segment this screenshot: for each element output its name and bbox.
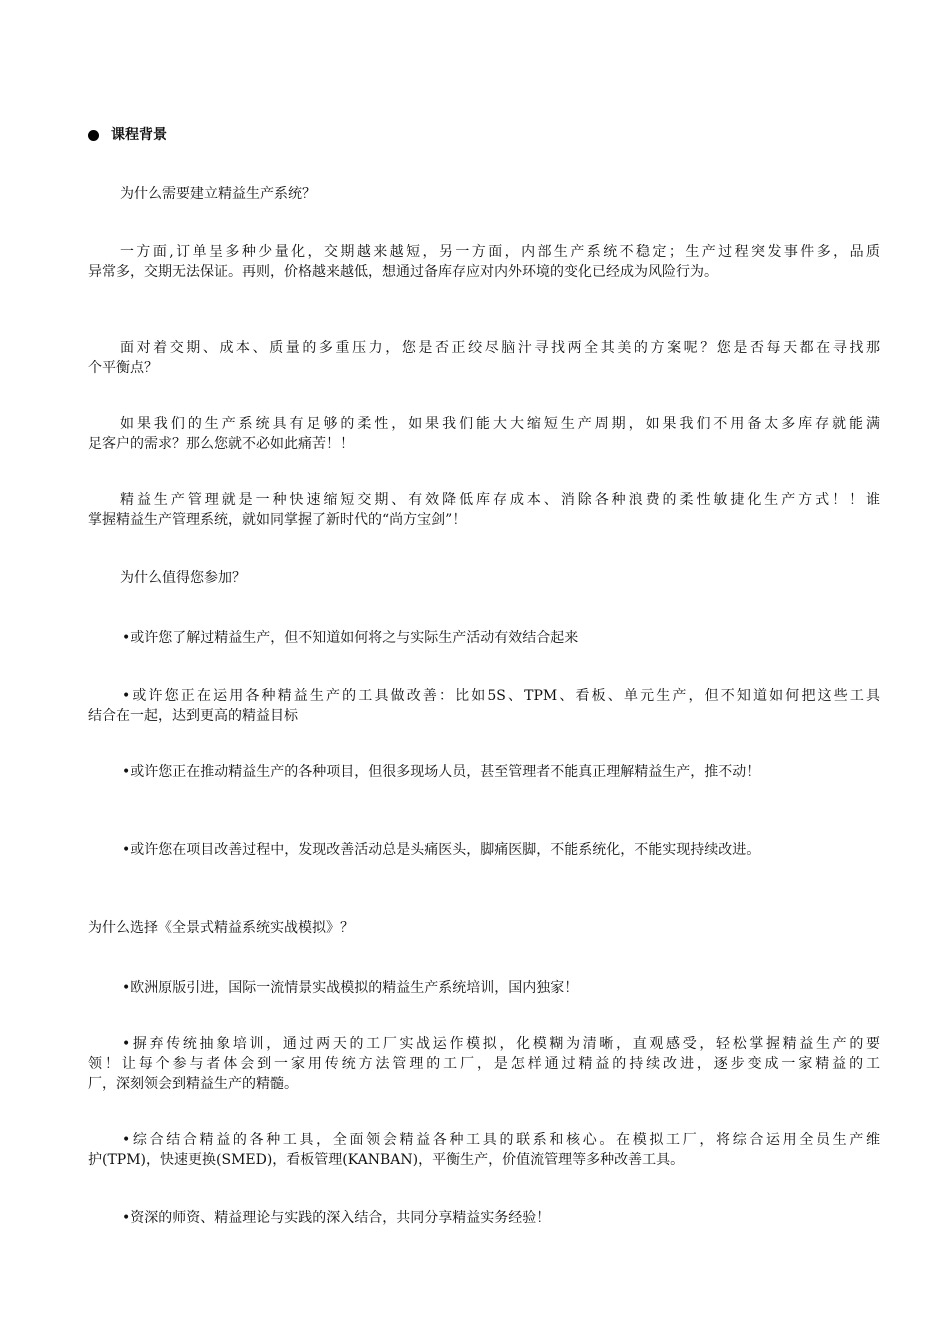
question-why-choose: 为什么选择《全景式精益系统实战模拟》？ (88, 920, 354, 936)
paragraph-3-line-1: 如果我们的生产系统具有足够的柔性，如果我们能大大缩短生产周期，如果我们不用备太多库存就能满 (120, 416, 880, 432)
paragraph-4-line-2: 掌握精益生产管理系统，就如同掌握了新时代的“尚方宝剑”！ (88, 512, 467, 528)
paragraph-2-line-2: 个平衡点？ (88, 360, 158, 376)
paragraph-1-line-2: 异常多，交期无法保证。再则，价格越来越低，想通过备库存应对内外环境的变化已经成为风险行为。 (88, 264, 718, 280)
bullet-dot-icon (88, 130, 99, 141)
reason-1: •欧洲原版引进，国际一流情景实战模拟的精益生产系统培训，国内独家！ (122, 980, 579, 996)
reason-3-line-2: 护(TPM)，快速更换(SMED)，看板管理(KANBAN)，平衡生产，价值流管理等多种改善工具。 (88, 1152, 685, 1168)
bullet-3: •或许您正在推动精益生产的各种项目，但很多现场人员，甚至管理者不能真正理解精益生产，推不动！ (122, 764, 761, 780)
reason-2-line-1: •摒弃传统抽象培训，通过两天的工厂实战运作模拟，化模糊为清晰，直观感受，轻松掌握精益生产的要 (122, 1036, 880, 1052)
paragraph-4-line-1: 精益生产管理就是一种快速缩短交期、有效降低库存成本、消除各种浪费的柔性敏捷化生产方式！！谁 (120, 492, 880, 508)
bullet-2-line-2: 结合在一起，达到更高的精益目标 (88, 708, 298, 724)
reason-2-line-2: 领！让每个参与者体会到一家用传统方法管理的工厂，是怎样通过精益的持续改进，逐步变成一家精益的工 (88, 1056, 880, 1072)
question-why-build: 为什么需要建立精益生产系统？ (120, 186, 316, 202)
question-why-attend: 为什么值得您参加？ (120, 570, 246, 586)
paragraph-2-line-1: 面对着交期、成本、质量的多重压力，您是否正绞尽脑汁寻找两全其美的方案呢？您是否每天都在寻找那 (120, 340, 880, 356)
section-title: 课程背景 (111, 127, 167, 143)
section-heading (88, 125, 167, 145)
paragraph-1-line-1: 一方面,订单呈多种少量化，交期越来越短，另一方面，内部生产系统不稳定；生产过程突发事件多，品质 (120, 244, 880, 260)
bullet-4: •或许您在项目改善过程中，发现改善活动总是头痛医头，脚痛医脚，不能系统化，不能实现持续改进。 (122, 842, 761, 858)
reason-4: •资深的师资、精益理论与实践的深入结合，共同分享精益实务经验！ (122, 1210, 551, 1226)
bullet-1: •或许您了解过精益生产，但不知道如何将之与实际生产活动有效结合起来 (122, 630, 579, 646)
paragraph-3-line-2: 足客户的需求？那么您就不必如此痛苦！！ (88, 436, 354, 452)
bullet-2-line-1: •或许您正在运用各种精益生产的工具做改善：比如5S、TPM、看板、单元生产，但不知道如何把这些工具 (122, 688, 880, 704)
reason-2-line-3: 厂，深刻领会到精益生产的精髓。 (88, 1076, 298, 1092)
reason-3-line-1: •综合结合精益的各种工具，全面领会精益各种工具的联系和核心。在模拟工厂，将综合运用全员生产维 (122, 1132, 880, 1148)
